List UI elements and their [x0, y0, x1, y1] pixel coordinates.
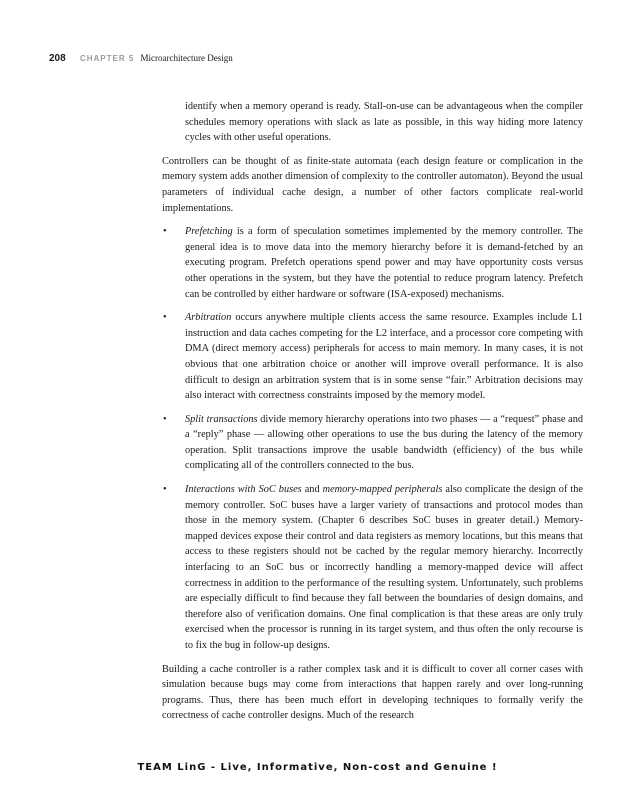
bullet-term-secondary: memory-mapped peripherals [322, 484, 443, 496]
intro-paragraph: Controllers can be thought of as finite-state automata (each design feature or complication in the memory system adds another dimension of complexity to the controller automaton). Beyond the usual parameters of individual cache design, a number of other factors complicate real-world implementations. [162, 155, 583, 214]
bullet-text: is a form of speculation sometimes implemented by the memory controller. The general idea is to move data into the memory hierarchy before it is demand-fetched by an executing program. Prefetch operations spend power and may have opportunity costs versus other operations in the system, but they have the potential to reduce program latency. Prefetch can be controlled by either hardware or software (ISA-exposed) mechanisms. [185, 226, 583, 300]
closing-paragraph: Building a cache controller is a rather complex task and it is difficult to cover all corner cases with simulation because bugs may come from interactions that happen rarely and over long-running programs. Thus, there has been much effort in developing techniques to formally verify the correctness of cache controller designs. Much of the research [162, 663, 583, 722]
bullet-term: Prefetching [185, 226, 233, 238]
watermark-footer: TEAM LinG - Live, Informative, Non-cost and Genuine ! [137, 762, 498, 773]
continuation-paragraph: identify when a memory operand is ready. Stall-on-use can be advantageous when the compiler schedules memory operations with slack as late as possible, in this way hiding more latency cycles with other useful operations. [185, 101, 583, 144]
bullet-connector: and [301, 484, 323, 496]
page-number: 208 [49, 53, 66, 64]
bullet-item-soc-buses [162, 482, 583, 654]
bullet-text: divide memory hierarchy operations into two phases — a “request” phase and a “reply” phase — allowing other operations to use the bus during the latency of the memory operation. Split transactions improve the usable bandwidth (efficiency) of the bus while complicating all of the controllers connected to the bus. [185, 413, 583, 472]
page-body [162, 99, 583, 732]
bullet-term: Arbitration [185, 312, 232, 324]
chapter-title: Microarchitecture Design [140, 53, 233, 63]
bullet-icon: • [163, 226, 167, 238]
bullet-icon: • [163, 312, 167, 324]
bullet-text: occurs anywhere multiple clients access the same resource. Examples include L1 instruction and data caches competing for the L2 interface, and a processor core competing with DMA (direct memory access) peripherals for access to main memory. In many cases, it is not obvious that one arbitration choice or another will improve overall performance. It is also difficult to design an arbitration system that is in some sense “fair.” Arbitration decisions may also interact with correctness constraints imposed by the memory model. [185, 312, 583, 402]
bullet-term: Interactions with SoC buses [185, 484, 302, 496]
bullet-list [162, 224, 583, 653]
bullet-text: also complicate the design of the memory controller. SoC buses have a larger variety of transactions and protocol modes than those in the memory system. (Chapter 6 describes SoC buses in greater detail.) Memory-mapped devices expose their control and data registers as memory locations, but this means that access to these registers should not be cached by the regular memory hierarchy. Incorrectly interfacing to an SoC bus or incorrectly handling a memory-mapped device will affect correctness in addition to the performance of the resulting system. Unfortunately, such problems are especially difficult to find because they fall between the boundaries of design domains, and therefore also of verification domains. One final complication is that these areas are only truly exercised when the processor is running in its target system, and thus often the only recourse is to fix the bug in follow-up designs. [185, 484, 583, 651]
bullet-item-prefetching [162, 224, 583, 302]
bullet-icon: • [163, 484, 167, 496]
bullet-icon: • [163, 413, 167, 425]
running-header [49, 52, 589, 65]
chapter-label: CHAPTER 5 [79, 54, 135, 63]
bullet-term: Split transactions [185, 413, 258, 425]
bullet-item-arbitration [162, 310, 583, 404]
bullet-item-split-transactions [162, 412, 583, 474]
